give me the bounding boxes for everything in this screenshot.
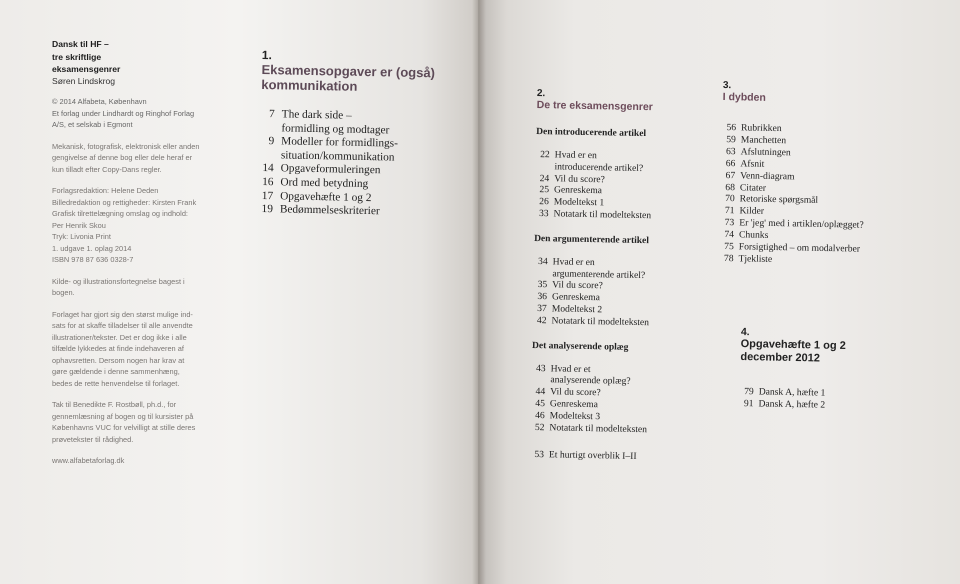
toc-page-number: 25 bbox=[539, 184, 550, 196]
toc-list bbox=[739, 386, 845, 412]
toc-page-number: 52 bbox=[534, 421, 545, 433]
toc-page-number: 26 bbox=[539, 196, 549, 208]
toc-entry bbox=[532, 315, 649, 329]
toc-entry-overview bbox=[530, 449, 647, 463]
toc-entry-text: Modeltekst 3 bbox=[549, 410, 601, 423]
toc-entry bbox=[739, 398, 844, 412]
toc-entry-text: Afsnit bbox=[740, 158, 765, 170]
toc-entry-text: Hvad er en argumenterende artikel? bbox=[552, 256, 646, 281]
toc-page-number: 42 bbox=[536, 314, 547, 326]
rights-note: Forlaget har gjort sig den størst mulige ind- sats for at skaffe tilladelser til alle anvendte illustrationer/tekster. Det er dog ikke i alle tilfælde lykkedes at finde indehaveren af ophavsretten. Dersom nogen har krav at gøre gældende i denne sammenhæng, bedes de rette henvendelse til forlaget. bbox=[52, 309, 193, 388]
toc-entry-text: Ord med betydning bbox=[280, 176, 369, 191]
toc-entry-text: Vil du score? bbox=[554, 172, 605, 185]
toc-page-number: 79 bbox=[744, 386, 754, 398]
publisher-website: www.alfabetaforlag.dk bbox=[52, 456, 125, 465]
toc-page-number: 17 bbox=[261, 189, 274, 202]
section-title: Opgavehæfte 1 og 2 december 2012 bbox=[740, 337, 846, 365]
toc-entry-text: Notatark til modelteksten bbox=[553, 208, 652, 222]
toc-entry-text: Opgaveformuleringen bbox=[280, 162, 381, 177]
toc-entry-text: Hvad er et analyserende oplæg? bbox=[550, 362, 631, 388]
toc-section-1 bbox=[259, 48, 462, 221]
toc-entry-text: Er 'jeg' med i artiklen/oplægget? bbox=[739, 217, 864, 231]
book-title-line-2: tre skriftlige bbox=[52, 51, 102, 62]
toc-page-number: 71 bbox=[724, 205, 735, 217]
toc-page-number: 7 bbox=[268, 108, 275, 121]
toc-page-number: 66 bbox=[725, 157, 736, 169]
copyright-notice: Mekanisk, fotografisk, elektronisk eller anden gengivelse af denne bog eller dele heraf er kun tilladt efter Copy-Dans regler. bbox=[52, 141, 200, 174]
publisher-info: © 2014 Alfabeta, København Et forlag under Lindhardt og Ringhof Forlag A/S, et selskab i Egmont bbox=[52, 97, 195, 129]
toc-page-number: 91 bbox=[743, 398, 754, 410]
toc-page-number: 14 bbox=[262, 162, 274, 175]
toc-entry bbox=[535, 149, 652, 175]
toc-page-number: 70 bbox=[725, 193, 735, 205]
toc-section-3 bbox=[719, 80, 866, 268]
subsection-heading: Det analyserende oplæg bbox=[531, 340, 629, 353]
section-title: I dybden bbox=[722, 90, 766, 104]
toc-entry-text: Genreskema bbox=[549, 398, 598, 411]
section-number: 3. bbox=[722, 80, 732, 92]
toc-entry bbox=[531, 363, 648, 389]
toc-page-number: 68 bbox=[725, 181, 736, 193]
toc-entry bbox=[533, 256, 650, 282]
toc-entry-text: Afslutningen bbox=[740, 146, 791, 159]
toc-page-number: 56 bbox=[726, 122, 737, 134]
section-number: 2. bbox=[536, 88, 546, 100]
toc-entry bbox=[260, 135, 460, 166]
toc-page-number: 46 bbox=[535, 409, 545, 421]
toc-page-number: 16 bbox=[262, 175, 274, 189]
toc-entry-text: Manchetten bbox=[740, 134, 787, 147]
toc-entry-text: Bedømmelseskriterier bbox=[279, 203, 380, 218]
book-title-line-1: Dansk til HF – bbox=[52, 39, 109, 49]
toc-page-number: 45 bbox=[535, 397, 546, 410]
toc-entry-text: Modeller for formidlings- situation/kommunikation bbox=[280, 135, 399, 164]
section-title: De tre eksamensgenrer bbox=[536, 98, 653, 114]
section-title: Eksamensopgaver er (også) kommunikation bbox=[261, 61, 436, 94]
sources-note: Kilde- og illustrationsfortegnelse bagest i bogen. bbox=[52, 276, 185, 297]
toc-entry-text: Dansk A, hæfte 2 bbox=[758, 398, 826, 411]
toc-entry-text: Chunks bbox=[738, 229, 769, 242]
toc-entry-text: Retoriske spørgsmål bbox=[739, 193, 819, 207]
book-gutter bbox=[472, 0, 486, 584]
toc-page-number: 9 bbox=[268, 135, 275, 148]
toc-entry-text: Modeltekst 1 bbox=[553, 196, 605, 209]
toc-entry-text: Venn-diagram bbox=[740, 169, 795, 183]
toc-entry-text: Dansk A, hæfte 1 bbox=[758, 386, 826, 399]
toc-page-number: 53 bbox=[534, 449, 545, 461]
toc-page-number: 43 bbox=[535, 362, 546, 374]
toc-page-number: 78 bbox=[723, 253, 734, 265]
toc-page-number: 63 bbox=[725, 145, 736, 158]
toc-entry-text: Vil du score? bbox=[550, 386, 601, 399]
toc-entry-text: Forsigtighed – om modalverber bbox=[738, 241, 861, 255]
toc-section-2 bbox=[530, 88, 654, 463]
toc-page-number: 44 bbox=[535, 386, 546, 398]
toc-page-number: 24 bbox=[539, 172, 550, 184]
subsection-heading: Den introducerende artikel bbox=[536, 126, 647, 140]
toc-entry bbox=[530, 421, 647, 435]
toc-page-number: 22 bbox=[540, 149, 550, 161]
toc-page-number: 37 bbox=[537, 303, 547, 315]
toc-entry-text: Modeltekst 2 bbox=[551, 303, 603, 316]
toc-page-number: 33 bbox=[538, 208, 549, 220]
toc-page-number: 19 bbox=[261, 203, 274, 216]
toc-list bbox=[719, 122, 865, 268]
toc-entry-text: The dark side – formidling og modtager bbox=[281, 108, 390, 137]
toc-entry-text: Hvad er en introducerende artikel? bbox=[554, 149, 644, 174]
toc-page-number: 35 bbox=[537, 279, 548, 291]
toc-entry-text: Vil du score? bbox=[552, 279, 603, 292]
toc-entry-text: Opgavehæfte 1 og 2 bbox=[280, 189, 372, 204]
section-number: 1. bbox=[261, 48, 273, 63]
toc-entry bbox=[260, 108, 460, 139]
toc-entry-text: Kilder bbox=[739, 205, 765, 218]
toc-list bbox=[530, 363, 648, 436]
toc-entry-text: Genreskema bbox=[551, 291, 601, 304]
toc-entry-text: Rubrikken bbox=[740, 122, 782, 135]
toc-entry-text: Et hurtigt overblik I–II bbox=[548, 449, 637, 463]
toc-entry-text: Notatark til modelteksten bbox=[549, 421, 648, 435]
toc-list bbox=[532, 256, 650, 329]
toc-entry-text: Genreskema bbox=[553, 184, 603, 197]
book-author: Søren Lindskrog bbox=[52, 75, 116, 86]
toc-list bbox=[534, 149, 652, 222]
toc-page-number: 34 bbox=[537, 255, 548, 268]
toc-page-number: 67 bbox=[725, 169, 736, 181]
toc-page-number: 36 bbox=[537, 291, 548, 303]
subsection-heading: Den argumenterende artikel bbox=[534, 233, 650, 246]
toc-entry-text: Citater bbox=[739, 181, 767, 194]
section-number: 4. bbox=[740, 326, 750, 339]
thanks-note: Tak til Benedikte F. Rostbøll, ph.d., for gennemlæsning af bogen og til kursister på Københavns VUC for velvilligt at stille deres prøvetekster til rådighed. bbox=[52, 400, 196, 444]
toc-page-number: 73 bbox=[724, 217, 735, 229]
toc-page-number: 59 bbox=[726, 133, 736, 146]
toc-entry bbox=[534, 208, 651, 222]
toc-entry-text: Notatark til modelteksten bbox=[551, 315, 650, 328]
toc-page-number: 74 bbox=[724, 229, 735, 241]
toc-page-number: 75 bbox=[724, 241, 734, 253]
toc-section-4 bbox=[739, 326, 846, 412]
toc-list bbox=[259, 108, 461, 221]
colophon bbox=[52, 38, 232, 477]
toc-entry-text: Tjekliste bbox=[738, 253, 773, 265]
credits: Forlagsredaktion: Helene Deden Billedredaktion og rettigheder: Kirsten Frank Grafisk tilrettelægning omslag og indhold: Per Henrik Skou Tryk: Livonia Print 1. udgave 1. oplag 2014 ISBN 978 87 636 0328-7 bbox=[52, 186, 197, 264]
book-title-line-3: eksamensgenrer bbox=[52, 64, 121, 74]
